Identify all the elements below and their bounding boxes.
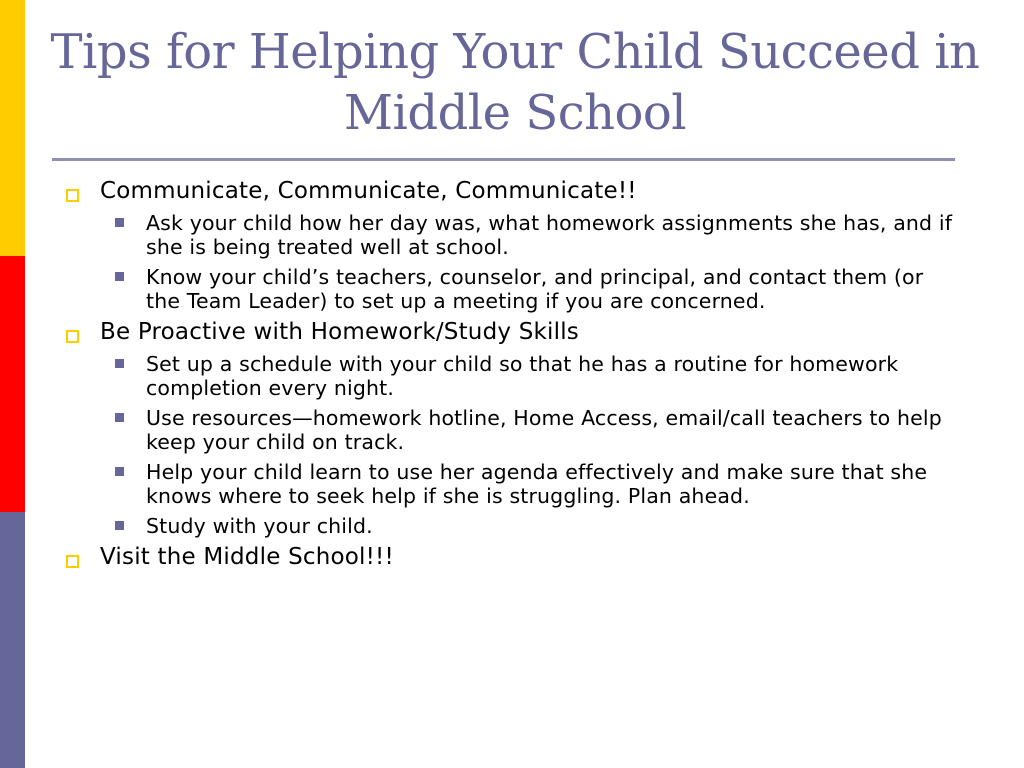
sublist-communicate [62,211,962,313]
side-stripe-purple [0,512,25,768]
sub-bullet-text: Ask your child how her day was, what homework assignments she has, and if she is being treated well at school. [146,211,953,259]
sub-bullet [62,211,962,259]
filled-square-bullet-icon [115,413,124,422]
title-divider [52,158,955,161]
sub-bullet-text: Use resources—homework hotline, Home Access, email/call teachers to help keep your child on track. [146,406,942,454]
filled-square-bullet-icon [115,218,124,227]
sub-bullet [62,352,962,400]
bullet-text: Visit the Middle School!!! [100,544,394,570]
sub-bullet [62,514,962,538]
sub-bullet-text: Set up a schedule with your child so that he has a routine for homework completion every night. [146,352,899,400]
side-stripe-red [0,256,25,512]
bullet-communicate [62,178,962,205]
filled-square-bullet-icon [115,521,124,530]
hollow-square-bullet-icon [66,555,79,568]
bullet-list [62,178,962,575]
filled-square-bullet-icon [115,272,124,281]
title-line-2: Middle School [343,85,687,141]
sub-bullet [62,265,962,313]
sub-bullet-text: Study with your child. [146,514,373,538]
bullet-text: Be Proactive with Homework/Study Skills [100,319,579,345]
filled-square-bullet-icon [115,467,124,476]
sub-bullet [62,460,962,508]
sublist-proactive [62,352,962,538]
bullet-visit [62,544,962,571]
slide-title [40,22,990,144]
bullet-text: Communicate, Communicate, Communicate!! [100,178,637,204]
side-stripe-yellow [0,0,25,256]
sub-bullet-text: Help your child learn to use her agenda effectively and make sure that she knows where to seek help if she is struggling. Plan ahead. [146,460,928,508]
filled-square-bullet-icon [115,359,124,368]
sub-bullet [62,406,962,454]
title-line-1: Tips for Helping Your Child Succeed in [50,24,980,80]
sub-bullet-text: Know your child’s teachers, counselor, and principal, and contact them (or the Team Leader) to set up a meeting if you are concerned. [146,265,924,313]
hollow-square-bullet-icon [66,330,79,343]
bullet-proactive [62,319,962,346]
hollow-square-bullet-icon [66,189,79,202]
